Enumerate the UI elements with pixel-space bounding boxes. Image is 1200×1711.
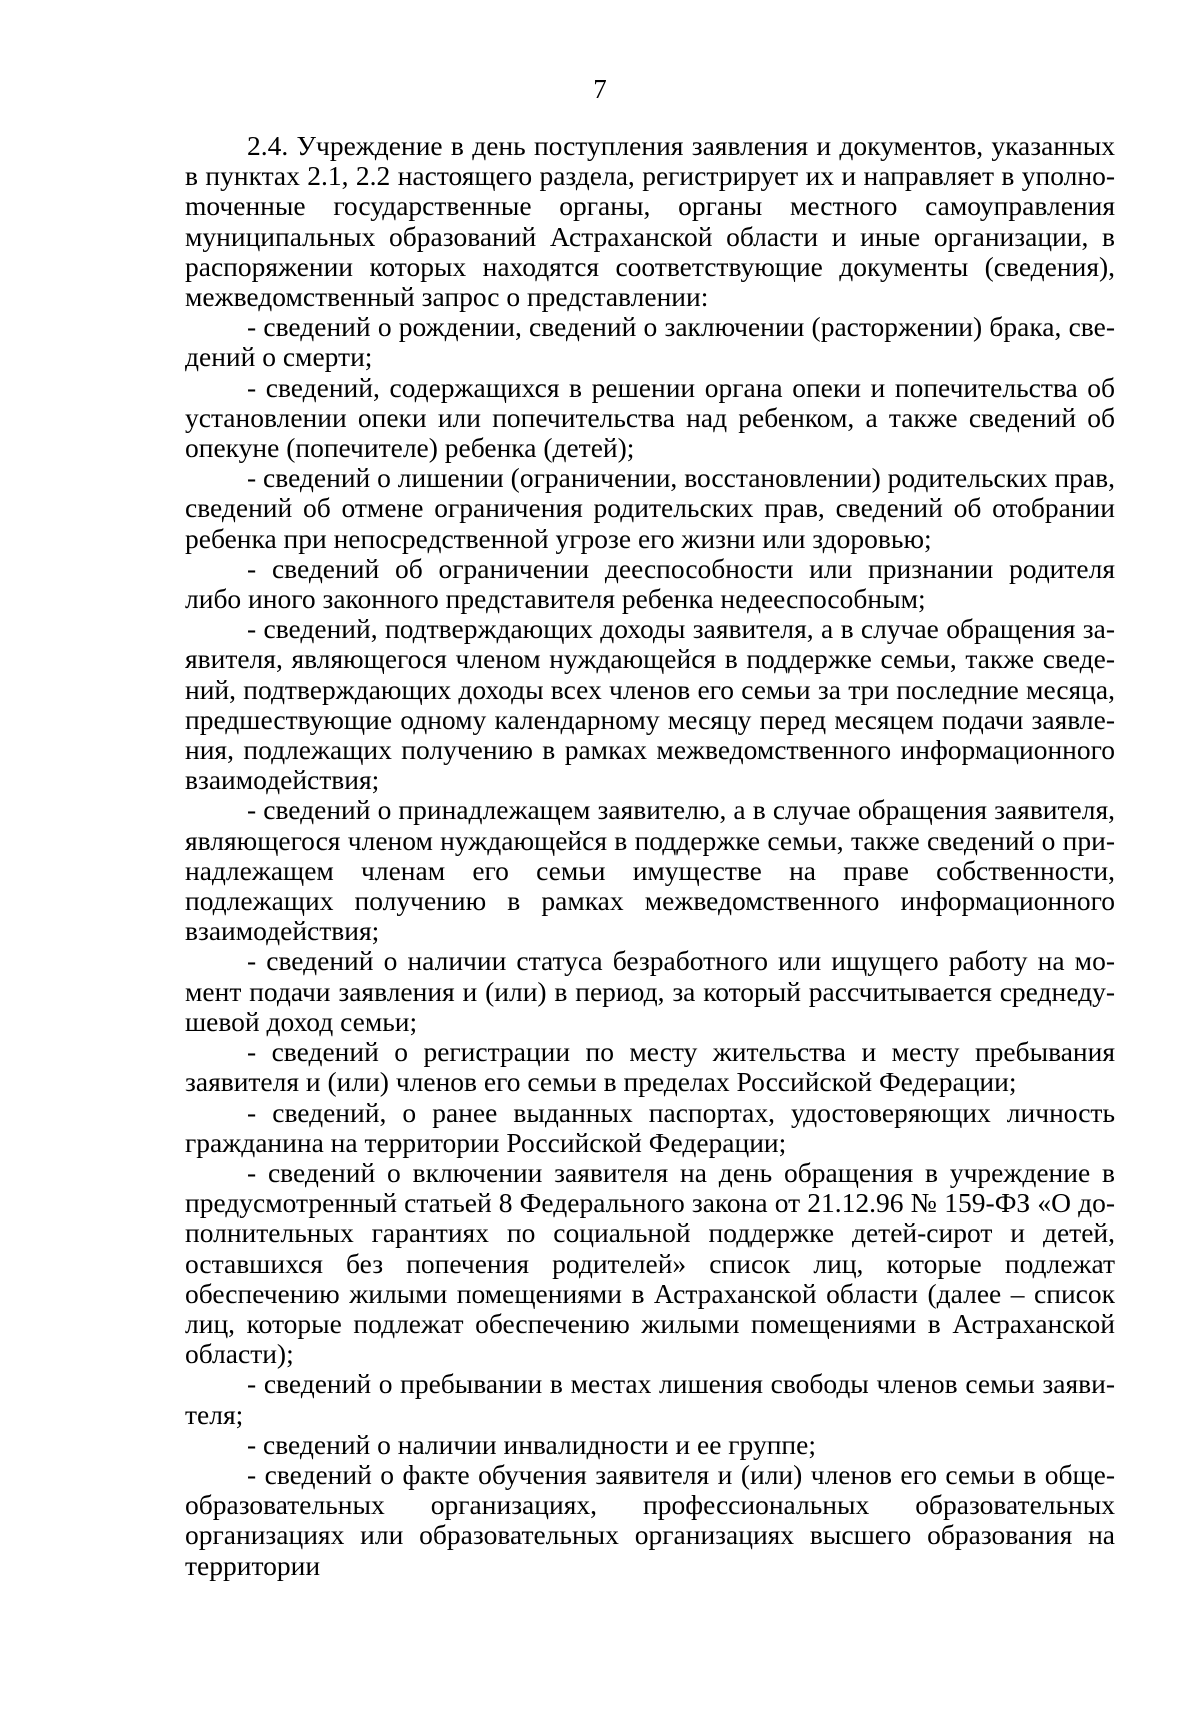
list-item-orphan-housing-list: - сведений о включении заявителя на день обращения в учреждение в предусмотренный статьей 8 Федерального закона от 21.12.96 № 159-ФЗ «О дополнительных гарантиях по социальной поддержке детей-сирот и детей, оставшихся без попечения родителей» список лиц, которые подлежат обеспечению жилыми помещениями в Астраханской области (далее – список лиц, которые подлежат обеспечению жилыми помещениями в Астраханской области);	[185, 1156, 1115, 1370]
list-item-disability: - сведений о наличии инвалидности и ее группе;	[247, 1428, 816, 1460]
list-item-legal-capacity: - сведений об ограничении дееспособности или признании родителя либо иного законного представителя ребенка недееспособным;	[185, 552, 1115, 615]
document-body	[185, 131, 1115, 1581]
list-item-guardianship: - сведений, содержащихся в решении органа опеки и попечительства об установлении опеки или попечительства над ребенком, а также сведений об опекуне (попечителе) ребенка (детей);	[185, 371, 1115, 464]
page-number: 7	[593, 74, 607, 104]
list-item-parental-rights: - сведений о лишении (ограничении, восстановлении) родительских прав, сведений об отмене ограничения родительских прав, сведений об отобрании ребенка при непосредственной угрозе его жизни или здоровью;	[185, 462, 1115, 554]
list-item-birth-marriage-death: - сведений о рождении, сведений о заключении (расторжении) брака, сведений о смерти;	[185, 311, 1115, 373]
list-item-passports: - сведений, о ранее выданных паспортах, удостоверяющих личность гражданина на территории Российской Федерации;	[185, 1096, 1115, 1158]
list-item-imprisonment: - сведений о пребывании в местах лишения свободы членов семьи заявителя;	[185, 1368, 1115, 1430]
list-item-property: - сведений о принадлежащем заявителю, а в случае обращения заявителя, являющегося членом нуждающейся в поддержке семьи, также сведений о принадлежащем членам его семьи имуществе на праве собственности, подлежащих получению в рамках межведомственного информационного взаимодействия;	[185, 794, 1115, 947]
list-item-unemployment: - сведений о наличии статуса безработного или ищущего работу на момент подачи заявления и (или) в период, за который рассчитывается среднедушевой доход семьи;	[185, 945, 1115, 1037]
list-item-income: - сведений, подтверждающих доходы заявителя, а в случае обращения заявителя, являющегося членом нуждающейся в поддержке семьи, также сведений, подтверждающих доходы всех членов его семьи за три последние месяца, предшествующие одному календарному месяцу перед месяцем подачи заявления, подлежащих получению в рамках межведомственного информационного взаимодействия;	[185, 613, 1115, 796]
list-item-registration: - сведений о регистрации по месту жительства и месту пребывания заявителя и (или) членов его семьи в пределах Российской Федерации;	[185, 1036, 1115, 1098]
paragraph-2-4-intro: 2.4. Учреждение в день поступления заявления и документов, указанных в пунктах 2.1, 2.2 настоящего раздела, регистрирует их и направляет в уполноmоченные государственные органы, органы местного самоуправления муниципальных образований Астраханской области и иные организации, в распоряжении которых находятся соответствующие документы (сведения), межведомственный запрос о представлении:	[185, 130, 1115, 313]
list-item-education: - сведений о факте обучения заявителя и (или) членов его семьи в общеобразовательных организациях, профессиональных образовательных организациях или образовательных организациях высшего образования на территории	[185, 1458, 1115, 1581]
